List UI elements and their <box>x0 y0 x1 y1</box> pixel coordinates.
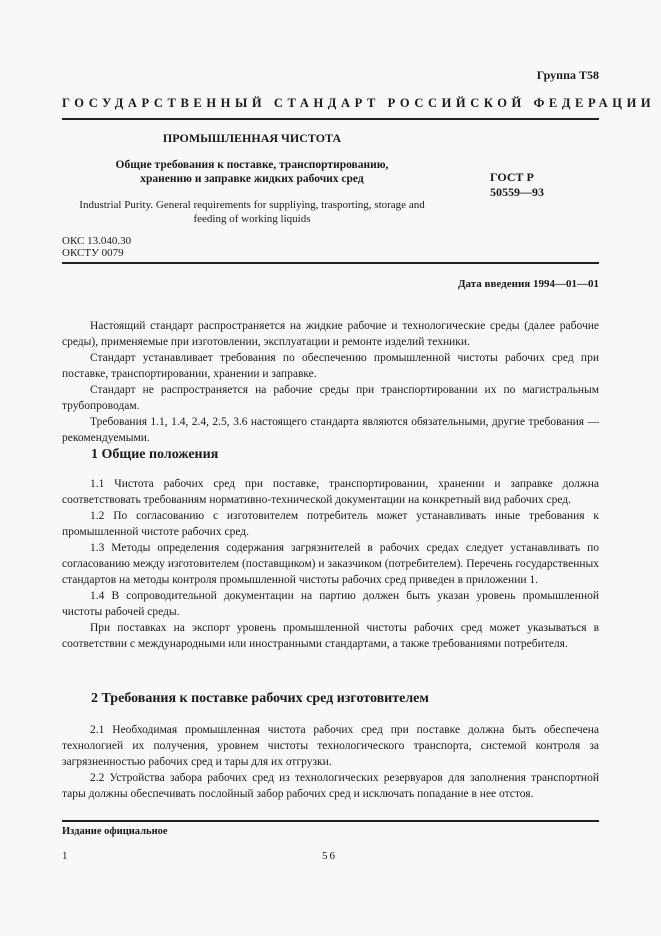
classifier-rule <box>62 262 599 264</box>
paragraph: 1.4 В сопроводительной документации на партию должен быть указан уровень промышленной чистоты рабочей среды. <box>62 590 599 618</box>
classifiers <box>62 235 131 259</box>
gost-code-line: 50559—93 <box>490 185 544 199</box>
okstu-code: ОКСТУ 0079 <box>62 247 124 259</box>
section-heading: 1 Общие положения <box>91 447 219 462</box>
section2-block <box>62 722 599 802</box>
english-title-line: feeding of working liquids <box>193 213 311 225</box>
paragraph: Стандарт устанавливает требования по обеспечению промышленной чистоты рабочих сред при поставке, транспортировании, хранении и заправке. <box>62 352 599 380</box>
paragraph: 1.2 По согласованию с изготовителем потребитель может устанавливать иные требования к промышленной чистоте рабочих сред. <box>62 510 599 538</box>
english-title-line: Industrial Purity. General requirements for suppliying, trasporting, storage and <box>79 199 425 211</box>
footer-rule <box>62 820 599 822</box>
paragraph: При поставках на экспорт уровень промышленной чистоты рабочих сред может указываться в соответствии с международными или иностранными стандартами, а также требованиями потребителя. <box>62 622 599 650</box>
paragraph: 1.1 Чистота рабочих сред при поставке, транспортировании, хранении и заправке должна соответствовать требованиям нормативно-технической документации на конкретный вид рабочих сред. <box>62 478 599 506</box>
gost-code <box>490 170 544 200</box>
date-of-introduction: Дата введения 1994—01—01 <box>457 278 599 290</box>
paragraph: 1.3 Методы определения содержания загрязнителей в рабочих средах следует устанавливать по согласованию между изготовителем (поставщиком) и заказчиком (потребителем). Перечень государственных стандартов на методы контроля промышленной чистоты рабочих сред приведен в приложении 1. <box>62 542 599 586</box>
edition-label: Издание официальное <box>62 826 168 837</box>
intro-block <box>62 318 599 446</box>
page-code: 56 <box>322 850 337 862</box>
page-number: 1 <box>62 850 68 862</box>
paragraph: Стандарт не распространяется на рабочие среды при транспортировании их по магистральным трубопроводам. <box>62 384 599 412</box>
paragraph: 2.1 Необходимая промышленная чистота рабочих сред при поставке должна быть обеспечена технологией их получения, уровнем чистоты технологического транспорта, системой контроля за загрязненностью рабочих сред и тары для их отгрузки. <box>62 724 599 768</box>
paragraph: Требования 1.1, 1.4, 2.4, 2.5, 3.6 настоящего стандарта являются обязательными, другие требования — рекомендуемыми. <box>62 416 599 444</box>
paragraph: 2.2 Устройства забора рабочих сред из технологических резервуаров для заполнения транспортной тары должны обеспечивать послойный забор рабочих сред и исключать попадание в нее отстоя. <box>62 772 599 800</box>
subtitle-line: Общие требования к поставке, транспортированию, <box>115 159 389 171</box>
section1-block <box>62 476 599 652</box>
standard-title: ПРОМЫШЛЕННАЯ ЧИСТОТА <box>162 131 342 145</box>
subtitle-line: хранению и заправке жидких рабочих сред <box>140 173 364 185</box>
header-rule <box>62 118 599 120</box>
english-title <box>62 198 442 226</box>
standard-subtitle <box>62 158 442 186</box>
oks-code: ОКС 13.040.30 <box>62 235 132 247</box>
group-code: Группа Т58 <box>536 68 599 82</box>
gost-banner: ГОСУДАРСТВЕННЫЙ СТАНДАРТ РОССИЙСКОЙ ФЕДЕРАЦИИ <box>62 96 656 110</box>
paragraph: Настоящий стандарт распространяется на жидкие рабочие и технологические среды (далее рабочие среды), применяемые при изготовлении, эксплуатации и ремонте изделий техники. <box>62 320 599 348</box>
gost-code-line: ГОСТ Р <box>490 170 534 184</box>
section-heading: 2 Требования к поставке рабочих сред изготовителем <box>91 691 429 706</box>
